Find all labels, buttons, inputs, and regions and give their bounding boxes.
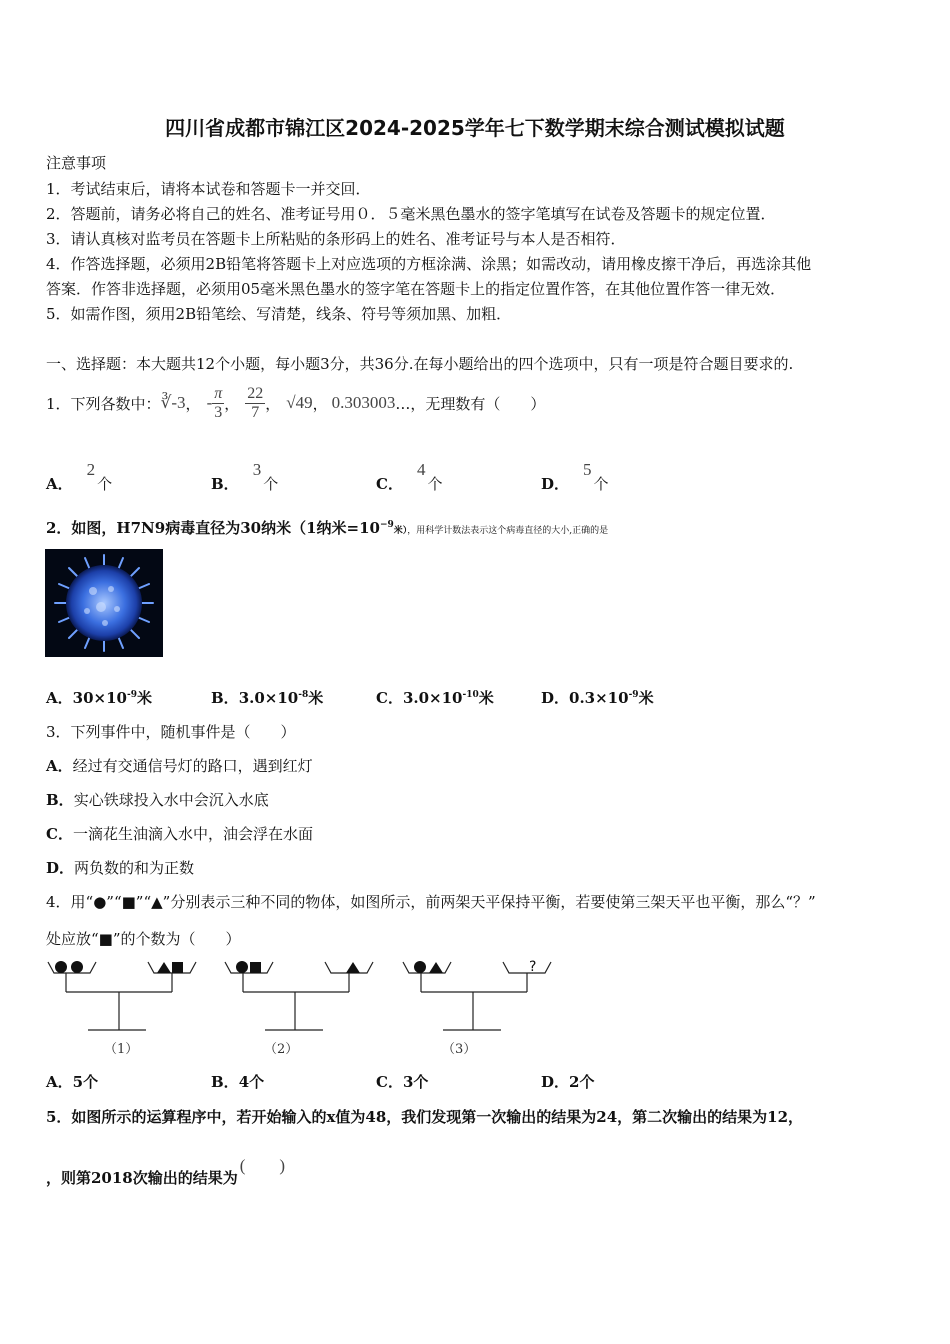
triangle-icon [346,962,360,973]
notice-item-2: 2．答题前，请务必将自己的姓名、准考证号用０．５毫米黑色墨水的签字笔填写在试卷及答题卡的规定位置． [46,205,776,223]
option-unit: 米 [638,689,654,707]
option-text: 5个 [72,1073,99,1091]
option-letter: A． [46,1073,73,1091]
q1-comma: ， [185,394,201,413]
q1-cube-root: ∛-3 [160,393,186,412]
option-unit: 个 [263,475,279,493]
q2-prefix: 2．如图，H7N9病毒直径为30纳米（1纳米=10 [46,519,380,537]
question-mark: ? [529,959,537,975]
option-letter: B． [211,1073,239,1091]
option-number: 3 [252,460,262,479]
notice-heading: 注意事项 [46,154,107,172]
q3-option-a[interactable] [46,755,313,776]
q2-unit: 米） [393,526,408,536]
circle-icon [71,961,83,973]
option-letter: A． [46,757,73,775]
question-3-stem: 3．下列事件中，随机事件是（ ） [46,723,296,741]
option-exponent: -9 [628,690,639,700]
q1-fraction-22-7 [245,385,265,422]
q1-option-b[interactable] [211,458,278,494]
circle-icon [55,961,67,973]
q1-decimal: 0.303003 [331,393,396,412]
q1-frac-den: 7 [245,403,265,422]
option-exponent: -10 [462,690,479,700]
triangle-icon [429,962,443,973]
q3-option-c[interactable] [46,823,313,844]
option-letter: C． [46,825,73,843]
option-exponent: -8 [298,690,309,700]
question-4-stem-line1: 4．用“●”“■”“▲”分别表示三种不同的物体，如图所示，前两架天平保持平衡，若要使第三架天平也平衡，那么“？” [46,893,816,911]
notice-item-3: 3．请认真核对监考员在答题卡上所粘贴的条形码上的姓名、准考证号与本人是否相符． [46,230,626,248]
option-letter: D． [46,859,75,877]
q4-option-b[interactable] [211,1071,264,1092]
option-unit: 个 [593,475,609,493]
q4-option-a[interactable] [46,1071,98,1092]
scale-label-2: （2） [264,1042,299,1057]
q4-option-c[interactable] [376,1071,428,1092]
notice-item-4-cont: 答案．作答非选择题，必须用05毫米黑色墨水的签字笔在答题卡上的指定位置作答，在其他位置作答一律无效． [46,280,786,298]
option-letter: A． [46,475,73,493]
question-2-stem [46,517,608,538]
q1-prefix: 1．下列各数中： [46,394,161,413]
option-number: 5 [583,460,592,479]
option-letter: B． [211,689,239,707]
option-letter: C． [376,1073,403,1091]
balance-scales-figure [44,956,564,1061]
question-1-stem [46,378,545,428]
q1-minus: - [206,393,213,412]
option-text: 2个 [569,1073,595,1091]
section-1-heading: 一、选择题：本大题共12个小题，每小题3分，共36分.在每小题给出的四个选项中，只有一项是符合题目要求的. [46,355,794,373]
option-exponent: -9 [126,690,137,700]
option-number: 2 [86,460,96,479]
option-letter: A． [46,689,73,707]
option-unit: 个 [427,475,443,493]
option-letter: C． [376,475,403,493]
option-letter: D． [541,1073,570,1091]
q1-fraction-pi [212,385,224,422]
q1-pi: π [214,384,223,402]
option-base: 0.3×10 [569,689,629,707]
option-text: 经过有交通信号灯的路口，遇到红灯 [72,757,313,775]
q2-small-text: ，用科学计数法表示这个病毒直径的大小,正确的是 [407,526,609,536]
notice-item-1: 1．考试结束后，请将本试卷和答题卡一并交回． [46,180,371,198]
q1-option-a[interactable] [46,458,112,494]
page-title: 四川省成都市锦江区2024-2025学年七下数学期末综合测试模拟试题 [165,116,785,140]
q1-comma: ， [312,394,328,413]
q5-answer-paren: ( ) [239,1156,286,1175]
circle-icon [414,961,426,973]
question-4-stem-line2: 处应放“■”的个数为（ ） [46,930,241,948]
question-5-stem-line2 [46,1156,285,1188]
q5-text: ，则第2018次输出的结果为 [46,1169,238,1187]
option-letter: D． [541,475,570,493]
option-letter: B． [46,791,74,809]
option-text: 两负数的和为正数 [74,859,195,877]
option-base: 30×10 [72,689,127,707]
option-text: 一滴花生油滴入水中，油会浮在水面 [72,825,313,843]
triangle-icon [157,962,171,973]
scale-label-1: （1） [104,1042,139,1057]
notice-item-4: 4．作答选择题，必须用2B铅笔将答题卡上对应选项的方框涂满、涂黑；如需改动，请用橡皮擦干净后，再选涂其他 [46,255,812,273]
q1-option-d[interactable] [541,458,609,494]
scale-label-3: （3） [442,1042,477,1057]
q4-option-d[interactable] [541,1071,594,1092]
q2-exponent: −9 [379,520,394,530]
q2-option-c[interactable] [376,687,494,708]
q1-comma: ， [265,394,281,413]
question-5-stem-line1: 5．如图所示的运算程序中，若开始输入的x值为48，我们发现第一次输出的结果为24，第二次输出的结果为12， [46,1108,804,1126]
q3-option-d[interactable] [46,857,194,878]
option-text: 3个 [402,1073,429,1091]
q1-option-c[interactable] [376,458,442,494]
option-letter: C． [376,689,403,707]
option-base: 3.0×10 [402,689,463,707]
q1-suffix: …，无理数有（ ） [395,394,546,413]
notice-item-5: 5．如需作图，须用2B铅笔绘、写清楚，线条、符号等须加黑、加粗． [46,305,512,323]
option-unit: 个 [97,475,113,493]
q2-option-d[interactable] [541,687,654,708]
square-icon [172,962,183,973]
option-letter: B． [211,475,239,493]
option-unit: 米 [308,689,324,707]
q3-option-b[interactable] [46,789,269,810]
option-text: 4个 [238,1073,265,1091]
option-text: 实心铁球投入水中会沉入水底 [73,791,269,809]
option-unit: 米 [478,689,494,707]
option-base: 3.0×10 [238,689,299,707]
circle-icon [236,961,248,973]
virus-image [45,549,163,657]
q2-option-a[interactable] [46,687,152,708]
q1-frac-num: 22 [247,384,264,402]
q1-sqrt: √49 [286,393,313,412]
q1-pi-den: 3 [212,403,224,422]
option-number: 4 [416,460,426,479]
q1-comma: ， [224,394,240,413]
q2-option-b[interactable] [211,687,323,708]
option-letter: D． [541,689,570,707]
option-unit: 米 [136,689,152,707]
square-icon [250,962,261,973]
